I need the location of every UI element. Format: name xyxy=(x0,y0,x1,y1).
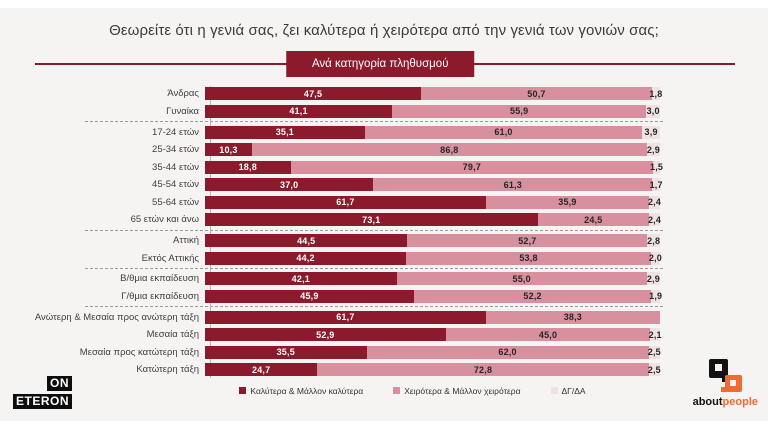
bar-segment-better xyxy=(205,143,252,156)
legend-swatch xyxy=(239,387,246,394)
stacked-bar xyxy=(205,143,660,156)
bar-segment-better xyxy=(205,363,317,376)
bar-segment-dk xyxy=(649,87,663,100)
value-label: 1,9 xyxy=(649,291,663,302)
value-label: 24,7 xyxy=(252,364,271,375)
bar-segment-better xyxy=(205,311,486,324)
bar-segment-better xyxy=(205,87,421,100)
bar-segment-worse xyxy=(538,213,649,226)
value-label: 62,0 xyxy=(498,347,517,358)
category-label: 17-24 ετών xyxy=(152,126,199,138)
value-label: 61,7 xyxy=(336,197,355,208)
legend-swatch xyxy=(393,387,400,394)
chart-row xyxy=(27,176,663,194)
group-separator xyxy=(85,230,663,231)
stacked-bar xyxy=(205,363,660,376)
bar-segment-better xyxy=(205,196,486,209)
bar-segment-better xyxy=(205,328,446,341)
value-label: 38,3 xyxy=(563,312,583,323)
category-label: Μεσαία τάξη xyxy=(146,329,199,341)
value-label: 45,0 xyxy=(538,329,558,340)
stacked-bar xyxy=(205,105,660,118)
chart-row xyxy=(27,158,663,176)
speech-bubble-orange-icon xyxy=(725,375,742,392)
bar-segment-worse xyxy=(407,234,647,247)
value-label: 73,1 xyxy=(362,214,381,225)
chart-row xyxy=(27,361,663,379)
value-label: 1,7 xyxy=(649,179,663,190)
aboutpeople-logo xyxy=(693,359,758,408)
bar-segment-better xyxy=(205,161,291,174)
aboutpeople-icon xyxy=(709,359,742,392)
value-label: 35,5 xyxy=(276,347,295,358)
bar-segment-worse xyxy=(252,143,647,156)
aboutpeople-wordmark xyxy=(693,396,758,408)
bar-segment-worse xyxy=(397,272,647,285)
legend-item xyxy=(551,386,586,396)
chart-row xyxy=(27,141,663,159)
bar-segment-worse xyxy=(406,252,651,265)
chart-row xyxy=(27,103,663,121)
eteron-logo xyxy=(13,374,72,410)
bar-segment-dk xyxy=(646,105,660,118)
top-strip xyxy=(0,0,768,8)
value-label: 52,7 xyxy=(518,235,537,246)
value-label: 35,9 xyxy=(558,197,577,208)
bar-segment-dk xyxy=(649,213,660,226)
chart-row xyxy=(27,288,663,306)
value-label: 44,5 xyxy=(297,235,316,246)
bar-segment-better xyxy=(205,178,373,191)
bar-segment-dk xyxy=(649,196,660,209)
bar-segment-dk xyxy=(650,328,660,341)
category-label: Γ/θμια εκπαίδευση xyxy=(121,290,199,302)
bar-segment-dk xyxy=(649,363,660,376)
legend-swatch xyxy=(551,387,558,394)
bar-segment-worse xyxy=(373,178,652,191)
value-label: 52,2 xyxy=(523,291,542,302)
bar-segment-dk xyxy=(649,346,660,359)
value-label: 3,9 xyxy=(644,127,658,138)
chart-row xyxy=(27,326,663,344)
bar-segment-dk xyxy=(649,178,663,191)
value-label: 55,9 xyxy=(510,106,529,117)
legend xyxy=(185,386,640,396)
chart-row xyxy=(27,85,663,103)
value-label: 2,0 xyxy=(648,253,662,263)
bar-segment-better xyxy=(205,252,406,265)
stacked-bar xyxy=(205,213,660,226)
stacked-bar-chart xyxy=(27,85,663,379)
chart-row xyxy=(27,249,663,267)
bar-segment-dk xyxy=(648,252,662,265)
aboutpeople-text-people: people xyxy=(722,396,758,408)
value-label: 47,5 xyxy=(303,88,323,99)
bar-segment-worse xyxy=(414,290,652,303)
category-label: Κατώτερη τάξη xyxy=(136,364,199,376)
bar-segment-dk xyxy=(647,143,660,156)
category-label: Ανώτερη & Μεσαία προς ανώτερη τάξη xyxy=(34,311,199,323)
value-label: 53,8 xyxy=(519,253,538,263)
bar-segment-worse xyxy=(486,311,660,324)
value-label: 41,1 xyxy=(289,106,308,117)
group-separator xyxy=(85,306,663,307)
value-label: 52,9 xyxy=(316,329,335,340)
chart-row xyxy=(27,123,663,141)
value-label: 50,7 xyxy=(527,88,546,99)
eteron-logo-on: ON xyxy=(47,376,72,391)
page-title: Θεωρείτε ότι η γενιά σας, ζει καλύτερα ή χειρότερα από την γενιά των γονιών σας; xyxy=(109,22,659,39)
value-label: 61,0 xyxy=(494,127,513,138)
stacked-bar xyxy=(205,126,660,139)
stacked-bar xyxy=(205,272,660,285)
category-label: 25-34 ετών xyxy=(152,144,199,156)
bar-segment-worse xyxy=(392,105,646,118)
value-label: 61,3 xyxy=(503,179,522,190)
group-separator xyxy=(85,121,663,122)
legend-label: ΔΓ/ΔΑ xyxy=(561,385,586,396)
stacked-bar xyxy=(205,161,664,174)
value-label: 18,8 xyxy=(238,162,257,173)
value-label: 2,5 xyxy=(647,347,661,358)
legend-label: Καλύτερα & Μάλλον καλύτερα xyxy=(250,385,364,396)
value-label: 2,4 xyxy=(647,197,662,208)
value-label: 3,0 xyxy=(646,106,660,117)
legend-label: Χειρότερα & Μάλλον χειρότερα xyxy=(404,385,521,396)
value-label: 24,5 xyxy=(584,214,603,225)
stacked-bar xyxy=(205,311,660,324)
stacked-bar xyxy=(205,328,660,341)
value-label: 10,3 xyxy=(219,144,238,155)
value-label: 45,9 xyxy=(300,291,319,302)
category-label: 45-54 ετών xyxy=(152,179,199,191)
legend-item xyxy=(393,386,520,396)
value-label: 1,8 xyxy=(649,88,663,99)
value-label: 1,5 xyxy=(650,162,664,173)
value-label: 37,0 xyxy=(280,179,299,190)
stacked-bar xyxy=(205,178,663,191)
chart-row xyxy=(27,232,663,250)
stacked-bar xyxy=(205,87,663,100)
value-label: 72,8 xyxy=(473,364,493,375)
bar-segment-worse xyxy=(367,346,649,359)
legend-item xyxy=(239,386,363,396)
bar-segment-better xyxy=(205,272,397,285)
chart-row xyxy=(27,270,663,288)
stacked-bar xyxy=(205,234,660,247)
value-label: 55,0 xyxy=(512,273,531,284)
value-label: 61,7 xyxy=(336,312,355,323)
chart-row xyxy=(27,211,663,229)
bar-segment-better xyxy=(205,234,407,247)
bar-segment-better xyxy=(205,105,392,118)
category-label: Αττική xyxy=(173,235,199,246)
aboutpeople-text-about: about xyxy=(692,396,723,408)
value-label: 79,7 xyxy=(462,162,481,173)
bar-segment-worse xyxy=(365,126,643,139)
value-label: 42,1 xyxy=(291,273,310,284)
bar-segment-better xyxy=(205,213,538,226)
group-separator xyxy=(85,268,663,269)
section-badge: Ανά κατηγορία πληθυσμού xyxy=(286,51,474,77)
value-label: 35,1 xyxy=(275,127,295,138)
value-label: 2,9 xyxy=(646,144,660,155)
category-label: 55-64 ετών xyxy=(152,196,199,208)
bar-segment-dk xyxy=(647,272,660,285)
bar-segment-better xyxy=(205,290,414,303)
bar-segment-worse xyxy=(317,363,648,376)
category-label: Μεσαία προς κατώτερη τάξη xyxy=(79,346,199,358)
value-label: 2,5 xyxy=(647,364,661,375)
category-label: 65 ετών και άνω xyxy=(130,214,199,226)
stacked-bar xyxy=(205,290,663,303)
chart-row xyxy=(27,193,663,211)
eteron-logo-name: ETERON xyxy=(13,394,72,409)
bar-segment-dk xyxy=(647,234,660,247)
stacked-bar xyxy=(205,252,660,265)
bar-segment-worse xyxy=(291,161,654,174)
value-label: 2,4 xyxy=(647,214,662,225)
category-label: Β/θμια εκπαίδευση xyxy=(120,273,199,285)
value-label: 2,8 xyxy=(647,235,661,246)
bar-segment-worse xyxy=(486,196,649,209)
category-label: Άνδρας xyxy=(167,88,199,100)
bar-segment-worse xyxy=(446,328,651,341)
chart-rows xyxy=(27,85,663,379)
value-label: 2,9 xyxy=(646,273,660,284)
stacked-bar xyxy=(205,346,660,359)
value-label: 2,1 xyxy=(648,329,662,340)
category-label: 35-44 ετών xyxy=(152,161,199,173)
category-label: Γυναίκα xyxy=(166,105,199,117)
bar-segment-dk xyxy=(642,126,660,139)
chart-row xyxy=(27,309,663,327)
bar-segment-better xyxy=(205,346,367,359)
chart-row xyxy=(27,344,663,362)
category-label: Εκτός Αττικής xyxy=(141,252,199,264)
value-label: 86,8 xyxy=(440,144,459,155)
bar-segment-dk xyxy=(649,290,663,303)
section-divider xyxy=(0,49,768,81)
stacked-bar xyxy=(205,196,660,209)
bar-segment-dk xyxy=(650,161,664,174)
bar-segment-better xyxy=(205,126,365,139)
bar-segment-worse xyxy=(421,87,652,100)
value-label: 44,2 xyxy=(296,253,315,263)
